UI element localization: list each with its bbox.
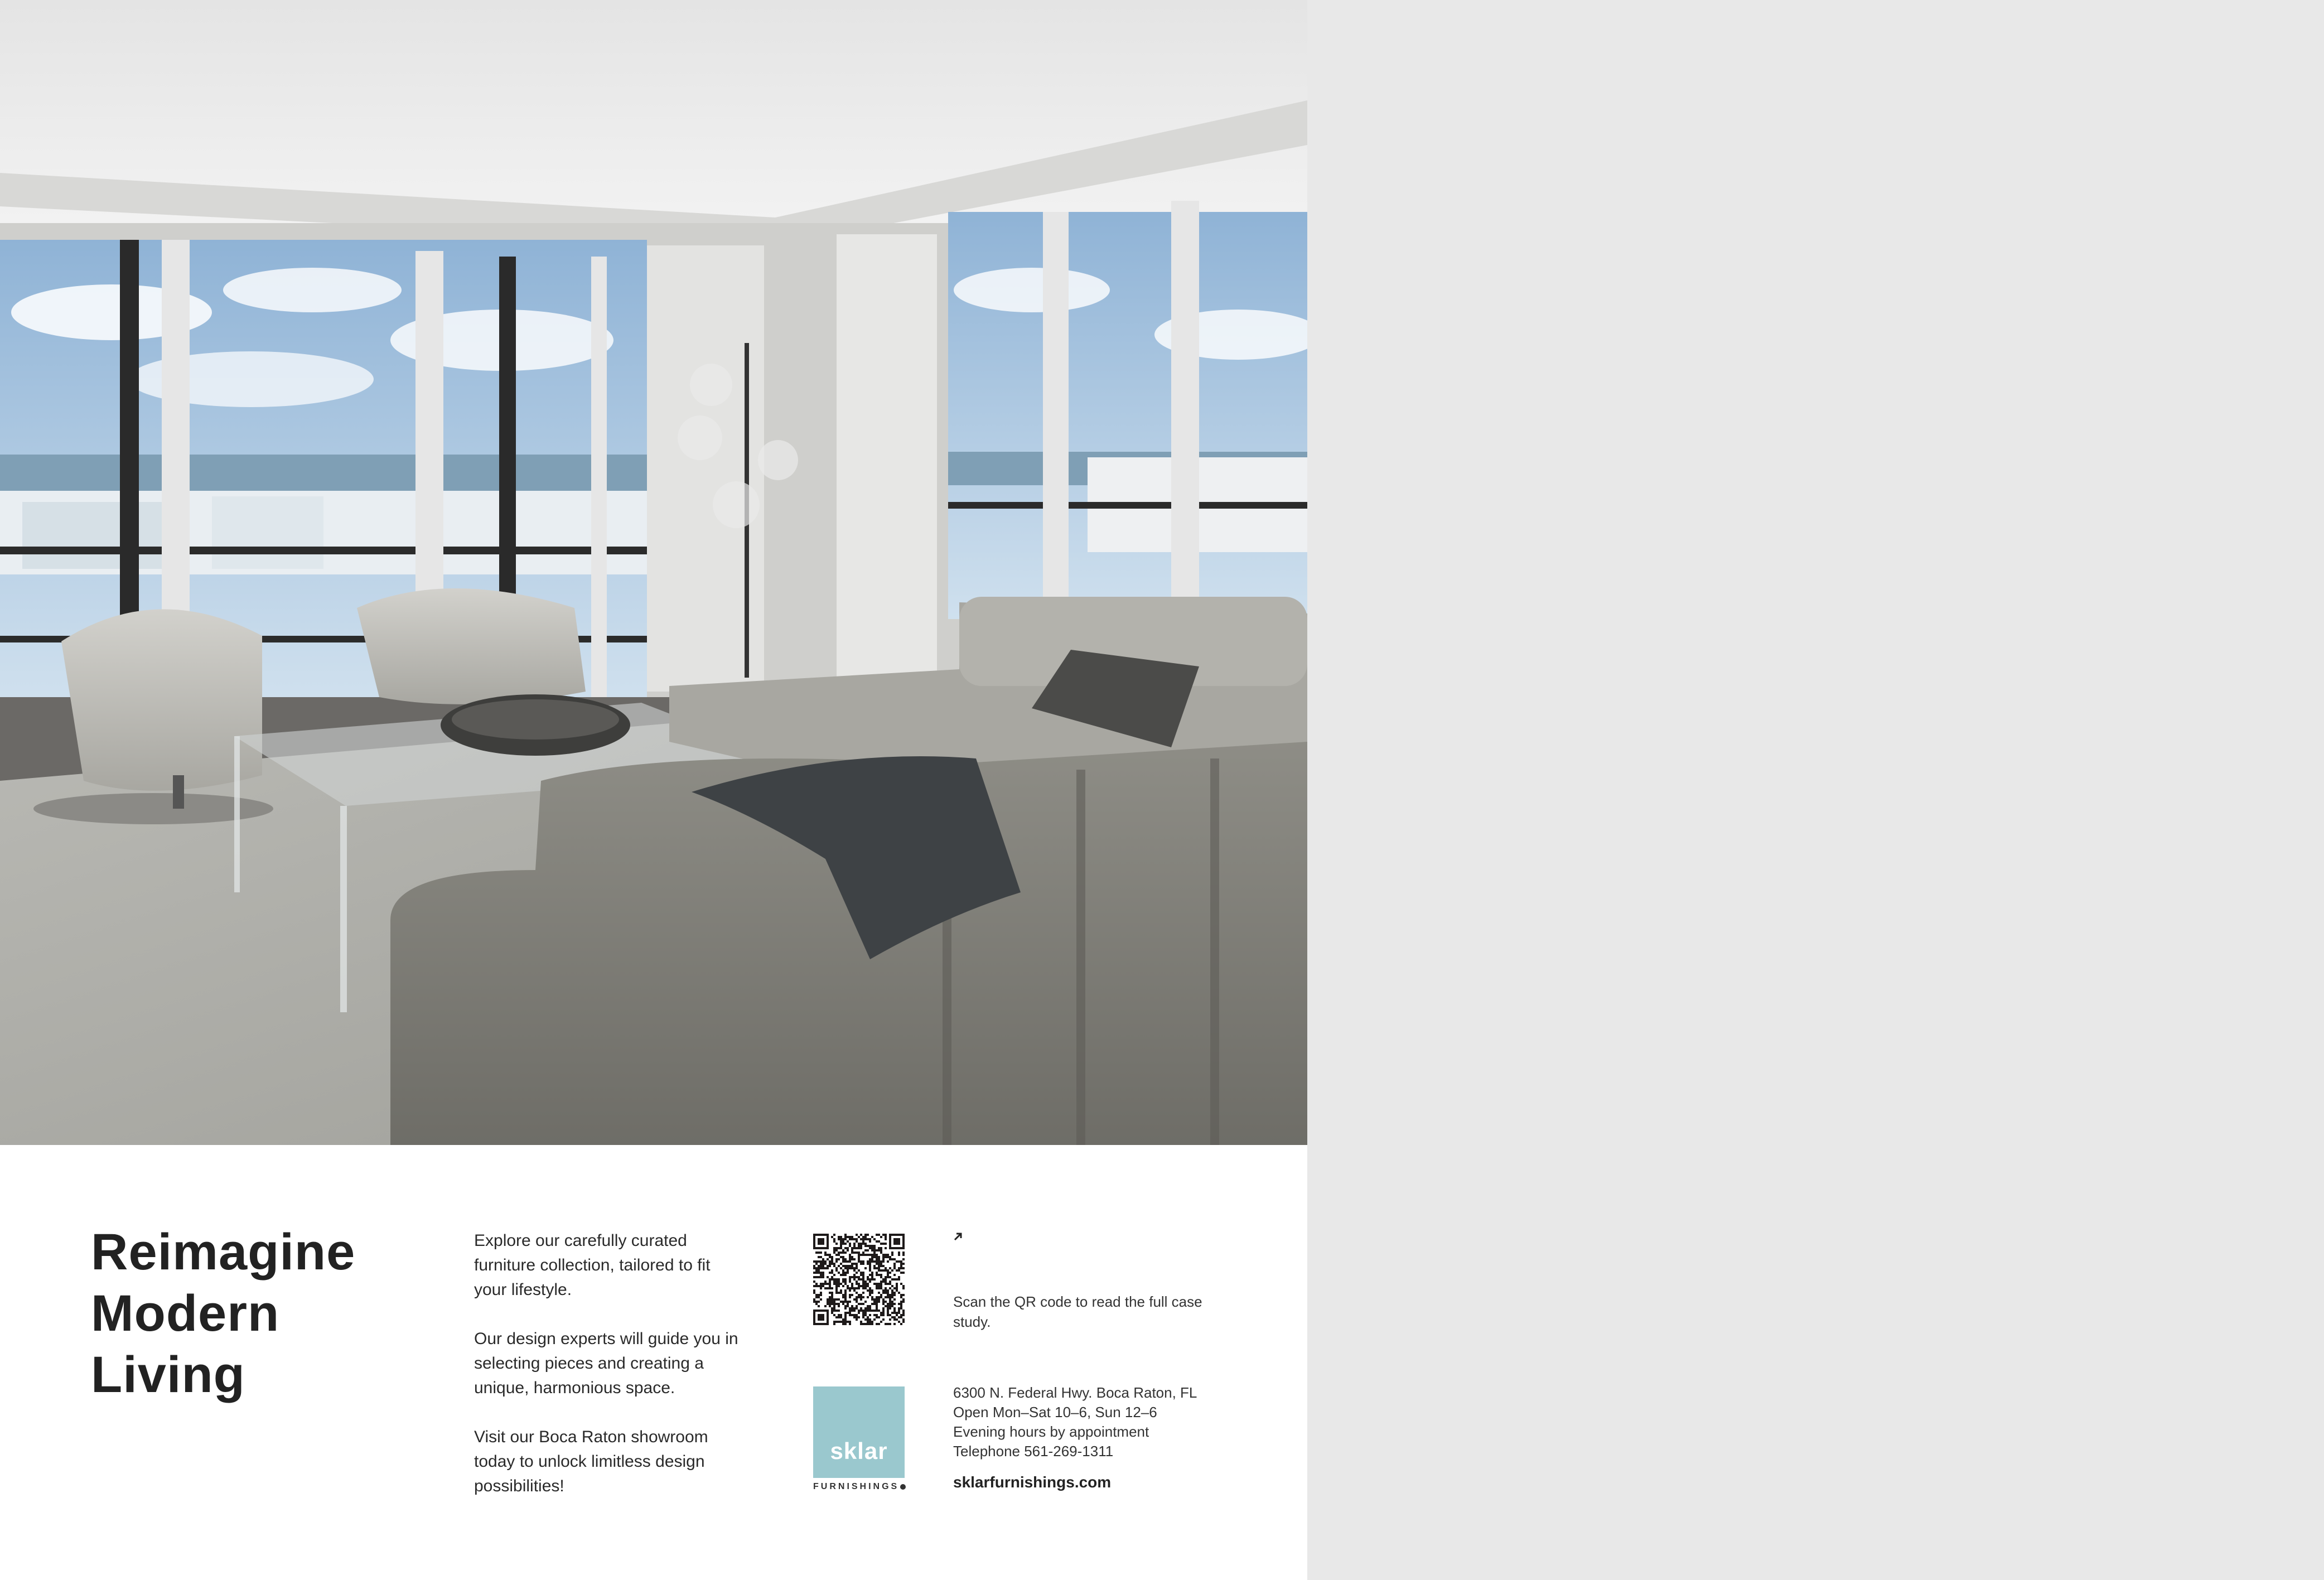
- registered-mark-icon: [900, 1484, 906, 1490]
- address: 6300 N. Federal Hwy. Boca Raton, FL: [953, 1384, 1197, 1401]
- body-paragraph: Explore our carefully curated furniture collection, tailored to fit your lifestyle.: [474, 1231, 711, 1299]
- website-link[interactable]: sklarfurnishings.com: [953, 1473, 1112, 1491]
- brand-name: sklar: [830, 1438, 888, 1464]
- body-paragraph: Our design experts will guide you in selecting pieces and creating a unique, harmonious space.: [474, 1330, 738, 1397]
- evening-hours: Evening hours by appointment: [953, 1423, 1149, 1440]
- body-copy: [474, 1229, 742, 1523]
- phone-number: Telephone 561-269-1311: [953, 1443, 1114, 1460]
- scan-instruction: Scan the QR code to read the full case study.: [953, 1293, 1202, 1330]
- living-room-photo: [0, 0, 1307, 1145]
- brand-tagline: FURNISHINGS: [813, 1482, 900, 1491]
- store-hours: Open Mon–Sat 10–6, Sun 12–6: [953, 1404, 1157, 1420]
- arrow-up-right-icon: [951, 1230, 965, 1243]
- brand-logo: [813, 1386, 905, 1478]
- contact-info: [953, 1383, 1243, 1461]
- brand-tagline-wrap: [813, 1482, 914, 1492]
- headline-line: Modern: [91, 1285, 280, 1342]
- qr-code[interactable]: [813, 1234, 905, 1325]
- headline-line: Reimagine: [91, 1224, 356, 1281]
- headline: [91, 1221, 355, 1405]
- headline-line: Living: [91, 1346, 245, 1403]
- body-paragraph: Visit our Boca Raton showroom today to unlock limitless design possibilities!: [474, 1428, 708, 1495]
